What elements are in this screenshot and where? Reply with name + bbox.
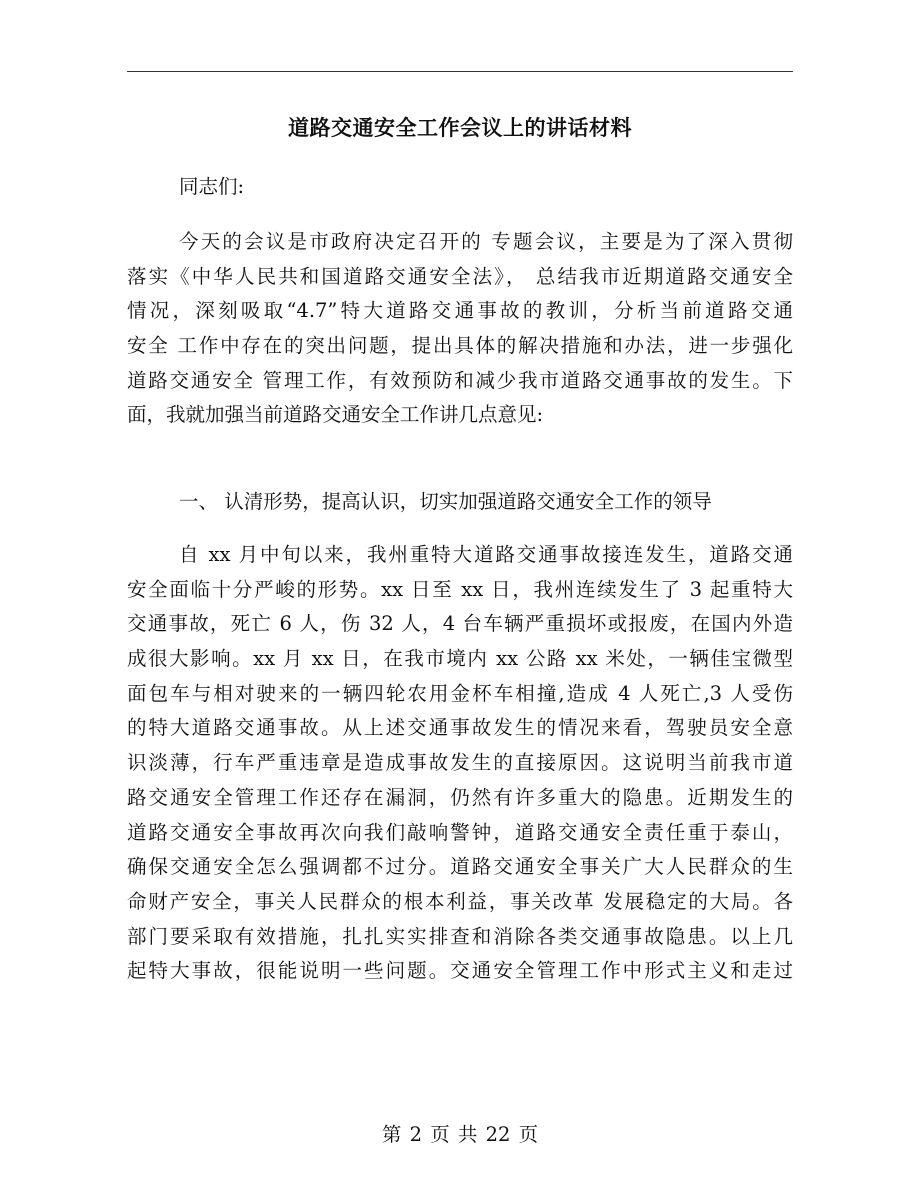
page-number-footer: 第 2 页 共 22 页: [381, 1123, 539, 1146]
paragraph-line: 路交通安全管理工作还存在漏洞，仍然有许多重大的隐患。近期发生的: [127, 785, 793, 809]
paragraph-line: 确保交通安全怎么强调都不过分。道路交通安全事关广大人民群众的生: [127, 855, 793, 879]
paragraph-line: 道路交通安全事故再次向我们敲响警钟，道路交通安全责任重于泰山，: [127, 820, 793, 844]
paragraph-line: 自 xx 月中旬以来，我州重特大道路交通事故接连发生，道路交通: [179, 543, 793, 566]
paragraph-line: 道路交通安全 管理工作，有效预防和减少我市道路交通事故的发生。下: [127, 368, 793, 392]
paragraph-line: 面包车与相对驶来的一辆四轮农用金杯车相撞,造成 4 人死亡,3 人受伤: [127, 681, 793, 705]
paragraph-line: 安全面临十分严峻的形势。xx 日至 xx 日，我州连续发生了 3 起重特大: [127, 577, 793, 601]
section-1-heading-block: [127, 485, 793, 520]
paragraph-line: 识淡薄，行车严重违章是造成事故发生的直接原因。这说明当前我市道: [127, 751, 793, 775]
paragraph-line: 面，我就加强当前道路交通安全工作讲几点意见:: [127, 403, 544, 427]
salutation-block: [127, 170, 793, 205]
section-1-heading: 一、 认清形势，提高认识，切实加强道路交通安全工作的领导: [179, 490, 712, 513]
document-title: 道路交通安全工作会议上的讲话材料: [288, 116, 632, 140]
paragraph-line: 起特大事故，很能说明一些问题。交通安全管理工作中形式主义和走过: [127, 959, 793, 983]
salutation: 同志们:: [179, 175, 245, 198]
paragraph-line: 部门要采取有效措施，扎扎实实排查和消除各类交通事故隐患。以上几: [127, 924, 793, 948]
paragraph-1: [127, 225, 793, 433]
paragraph-line: 今天的会议是市政府决定召开的 专题会议，主要是为了深入贯彻: [179, 230, 793, 253]
paragraph-line: 交通事故，死亡 6 人，伤 32 人，4 台车辆严重损坏或报废，在国内外造: [127, 612, 793, 636]
paragraph-line: 情况，深刻吸取“4.7”特大道路交通事故的教训，分析当前道路交通: [127, 299, 793, 323]
paragraph-line: 安全 工作中存在的突出问题，提出具体的解决措施和办法，进一步强化: [127, 334, 793, 358]
paragraph-line: 落实《中华人民共和国道路交通安全法》， 总结我市近期道路交通安全: [127, 264, 793, 288]
paragraph-line: 的特大道路交通事故。从上述交通事故发生的情况来看，驾驶员安全意: [127, 716, 793, 740]
header-rule: [127, 71, 793, 72]
paragraph-line: 成很大影响。xx 月 xx 日，在我市境内 xx 公路 xx 米处，一辆佳宝微型: [127, 647, 793, 671]
paragraph-2: [127, 538, 793, 989]
paragraph-line: 命财产安全，事关人民群众的根本利益，事关改革 发展稳定的大局。各: [127, 889, 793, 913]
